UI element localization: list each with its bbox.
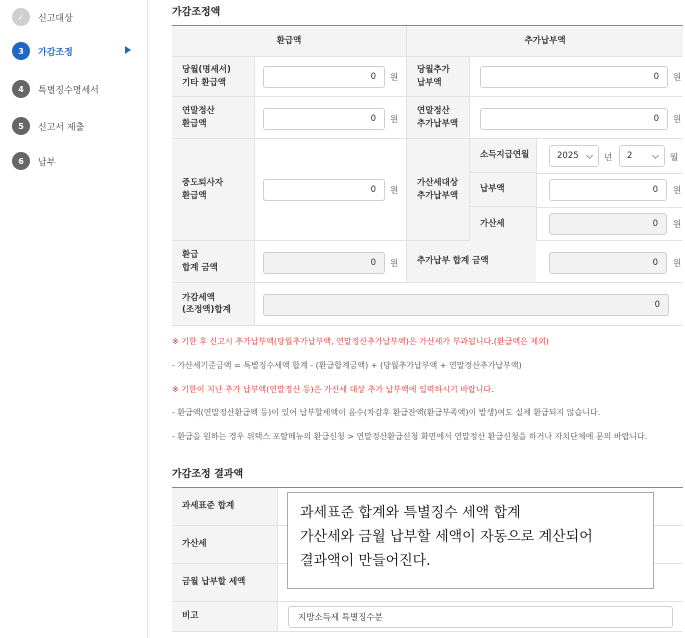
table-row: [172, 97, 683, 139]
step-number: 4: [12, 80, 30, 98]
step-number: 5: [12, 117, 30, 135]
table-row: [172, 139, 683, 241]
unit-label: 원: [390, 186, 399, 196]
step-adjustment[interactable]: [12, 41, 137, 61]
step-submit[interactable]: [12, 116, 137, 136]
month-unit: 월: [670, 153, 679, 163]
divider: [536, 173, 683, 174]
yearend-add-input[interactable]: 0: [480, 108, 668, 130]
divider: [277, 488, 278, 632]
retiree-refund-label: 중도퇴사자 환급액: [172, 139, 254, 240]
tooltip-line: 가산세와 금월 납부할 세액이 자동으로 계산되어: [300, 529, 593, 545]
notice-late-additional: ※ 기한이 지난 추가 납부액(연말정산 등)은 가산세 대상 추가 납부액에 입력하시기 바랍니다.: [172, 385, 494, 394]
result-penalty-label: 가산세: [172, 526, 277, 563]
step-label: 납부: [38, 157, 56, 168]
chevron-down-icon: [652, 152, 659, 159]
result-title: 가감조정 결과액: [172, 469, 244, 480]
tooltip-line: 과세표준 합계와 특별징수 세액 합계: [300, 505, 521, 521]
remark-input[interactable]: 지방소득세 특별징수분: [288, 606, 673, 628]
add-total-output: 0: [549, 252, 667, 274]
step-sidebar: [0, 0, 148, 638]
payment-label: 납부액: [470, 173, 536, 207]
tax-total-label: 과세표준 합계: [172, 488, 277, 525]
step-special-statement[interactable]: [12, 79, 137, 99]
current-add-label: 당월추가 납부액: [407, 57, 469, 96]
unit-label: 원: [390, 73, 399, 83]
step-label: 특별징수명세서: [38, 85, 99, 96]
notice-penalty-base: - 가산세기준금액 = 특별징수세액 합계 - (환급합계금액) + (당월추가납부액 + 연말정산추가납부액): [172, 361, 522, 370]
retiree-refund-input[interactable]: 0: [263, 179, 385, 201]
unit-label: 원: [673, 115, 682, 125]
refund-total-label: 환급 합계 금액: [172, 241, 254, 282]
step-label: 가감조정: [38, 47, 73, 58]
notice-refund-request: - 환급을 원하는 경우 위택스 포탈메뉴의 환급신청 > 연말정산환급신청 화면에서 연말정산 환급신청을 하거나 자치단체에 문의 바랍니다.: [172, 432, 648, 441]
table-row: [172, 602, 683, 632]
check-icon: ✓: [12, 8, 30, 26]
pay-month-select[interactable]: 2: [619, 145, 665, 167]
yearend-add-label: 연말정산 추가납부액: [407, 97, 469, 138]
table-row: [172, 57, 683, 97]
unit-label: 원: [390, 115, 399, 125]
col-additional-header: 추가납부액: [407, 26, 683, 56]
unit-label: 원: [673, 220, 682, 230]
divider: [536, 139, 537, 241]
notice-late-penalty: ※ 기한 후 신고시 추가납부액(당월추가납부액, 연말정산추가납부액)은 가산세가 부과됩니다.(환급액은 제외): [172, 337, 549, 346]
step-label: 신고서 제출: [38, 122, 85, 133]
unit-label: 원: [390, 259, 399, 269]
penalty-target-label: 가산세대상 추가납부액: [407, 139, 469, 240]
chevron-down-icon: [586, 152, 593, 159]
current-add-input[interactable]: 0: [480, 66, 668, 88]
step-number: 6: [12, 152, 30, 170]
yearend-refund-input[interactable]: 0: [263, 108, 385, 130]
penalty-output: 0: [549, 213, 667, 235]
divider: [536, 207, 683, 208]
pay-month-label: 소득지급연월: [470, 139, 536, 173]
caret-right-icon: [125, 46, 131, 54]
step-number: 3: [12, 42, 30, 60]
payment-input[interactable]: 0: [549, 179, 667, 201]
remark-label: 비고: [172, 602, 277, 631]
table-row: [172, 283, 683, 326]
adjust-title: 가감조정액: [172, 7, 221, 18]
adjust-total-output: 0: [263, 294, 669, 316]
year-unit: 년: [604, 153, 613, 163]
month-pay-label: 금월 납부할 세액: [172, 564, 277, 601]
divider: [469, 57, 470, 241]
step-report-target[interactable]: [12, 7, 137, 27]
unit-label: 원: [673, 186, 682, 196]
divider: [254, 57, 255, 326]
table-header-row: [172, 26, 683, 57]
col-refund-header: 환급액: [172, 26, 406, 56]
divider: [406, 26, 407, 283]
yearend-refund-label: 연말정산 환급액: [172, 97, 254, 138]
unit-label: 원: [673, 259, 682, 269]
table-row: [172, 241, 683, 283]
refund-total-output: 0: [263, 252, 385, 274]
add-total-label: 추가납부 합계 금액: [407, 241, 536, 282]
explanation-tooltip: [287, 492, 654, 589]
penalty-label: 가산세: [470, 207, 536, 241]
current-refund-input[interactable]: 0: [263, 66, 385, 88]
unit-label: 원: [673, 73, 682, 83]
step-payment[interactable]: [12, 151, 137, 171]
pay-year-select[interactable]: 2025: [549, 145, 599, 167]
current-refund-label: 당월(명세서) 기타 환급액: [172, 57, 254, 96]
step-label: 신고대상: [38, 13, 73, 24]
adjust-total-label: 가감세액 (조정액)합계: [172, 283, 254, 325]
tooltip-line: 결과액이 만들어진다.: [300, 553, 431, 569]
notice-no-refund: - 환급액(연말정산환급액 등)이 있어 납부할세액이 음수(차감후 환급잔액(환급부족액)이 발생)여도 실제 환급되지 않습니다.: [172, 408, 601, 417]
adjust-table: [172, 25, 683, 325]
